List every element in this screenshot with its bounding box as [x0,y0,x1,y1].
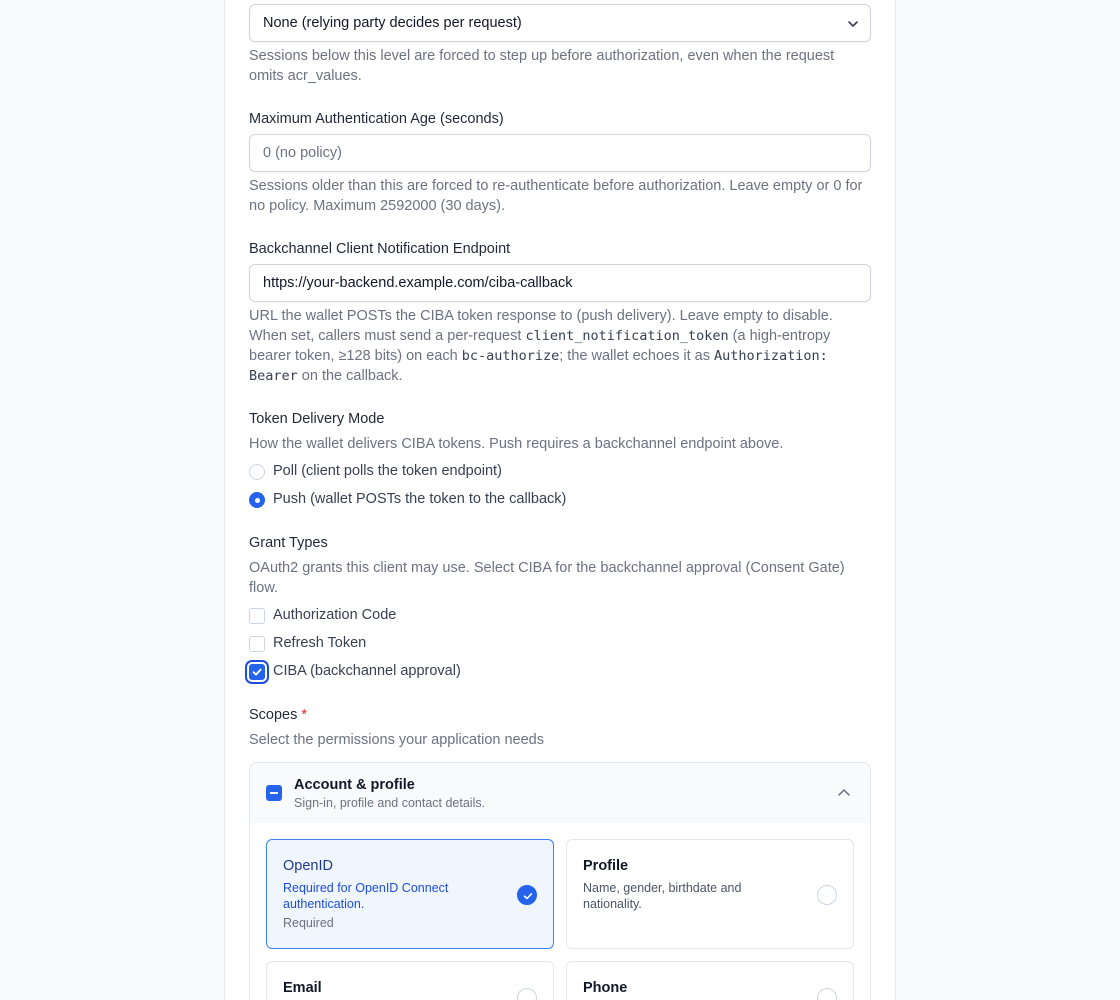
scope-card-profile[interactable] [566,839,854,949]
backchannel-label: Backchannel Client Notification Endpoint [249,241,511,257]
delivery-mode-label: Token Delivery Mode [249,411,385,427]
backchannel-endpoint-input[interactable] [249,264,871,302]
scope-group-title: Account & profile [294,777,415,793]
scope-card-title: OpenID [283,858,333,874]
scope-select-indicator [517,988,537,1000]
scope-card-email[interactable] [266,961,554,1000]
radio-poll-label[interactable]: Poll (client polls the token endpoint) [273,463,502,479]
scopes-label: Scopes * [249,707,308,723]
scope-card-title: Profile [583,858,629,874]
radio-poll[interactable] [249,464,265,480]
scope-card-required: Required [283,916,334,930]
code-bc-authorize: bc-authorize [461,348,560,364]
checkbox-refresh-token-label[interactable]: Refresh Token [273,635,367,651]
grant-types-help: OAuth2 grants this client may use. Select CIBA for the backchannel approval (Consent Gate) flow. [249,560,845,596]
scope-card-phone[interactable] [566,961,854,1000]
code-client-notification-token: client_notification_token [525,328,729,344]
scope-group-account-profile [249,762,871,1000]
scope-card-openid[interactable] [266,839,554,949]
partial-select-checkbox[interactable] [266,785,282,801]
scope-card-title: Email [283,980,322,996]
minus-icon [270,792,278,794]
code-authorization-bearer: Authorization: Bearer [249,348,828,384]
acr-help: Sessions below this level are forced to step up before authorization, even when the request omits acr_values. [249,48,835,84]
scope-card-desc: Name, gender, birthdate and nationality. [583,881,742,911]
checkbox-ciba[interactable] [249,664,265,680]
scopes-help: Select the permissions your application needs [249,732,544,748]
checkbox-refresh-token[interactable] [249,636,265,652]
max-auth-age-placeholder: 0 (no policy) [263,145,342,161]
required-asterisk: * [301,707,308,723]
scope-card-title: Phone [583,980,628,996]
backchannel-help: URL the wallet POSTs the CIBA token response to (push delivery). Leave empty to disable. When set, callers must send a per-request client_notification_token (a high-entropy bearer token, ≥128 bits) on each bc-authorize; the wallet echoes it as Authorization: Bearer on the callback. [249,308,833,384]
checkbox-ciba-label[interactable]: CIBA (backchannel approval) [273,663,461,679]
max-auth-age-label: Maximum Authentication Age (seconds) [249,111,504,127]
checkbox-authorization-code[interactable] [249,608,265,624]
backchannel-endpoint-value: https://your-backend.example.com/ciba-callback [263,275,573,291]
chevron-down-icon [846,17,860,31]
radio-push[interactable] [249,492,265,508]
max-auth-age-help: Sessions older than this are forced to re-authenticate before authorization. Leave empty or 0 for no policy. Maximum 2592000 (30 days). [249,178,863,214]
scope-card-desc: Required for OpenID Connect authentication. [283,881,449,911]
acr-select-value: None (relying party decides per request) [263,15,522,31]
check-icon [250,665,264,679]
checkbox-authorization-code-label[interactable]: Authorization Code [273,607,397,623]
scope-group-header[interactable] [250,763,870,823]
scope-selected-indicator [517,885,537,905]
grant-types-label: Grant Types [249,535,328,551]
scope-group-subtitle: Sign-in, profile and contact details. [294,796,486,810]
acr-select[interactable] [249,4,871,42]
delivery-mode-help: How the wallet delivers CIBA tokens. Push requires a backchannel endpoint above. [249,436,784,452]
max-auth-age-input[interactable] [249,134,871,172]
check-icon [522,890,534,902]
scope-select-indicator [817,885,837,905]
chevron-up-icon[interactable] [836,785,852,801]
radio-push-label[interactable]: Push (wallet POSTs the token to the callback) [273,491,567,507]
scope-select-indicator [817,988,837,1000]
